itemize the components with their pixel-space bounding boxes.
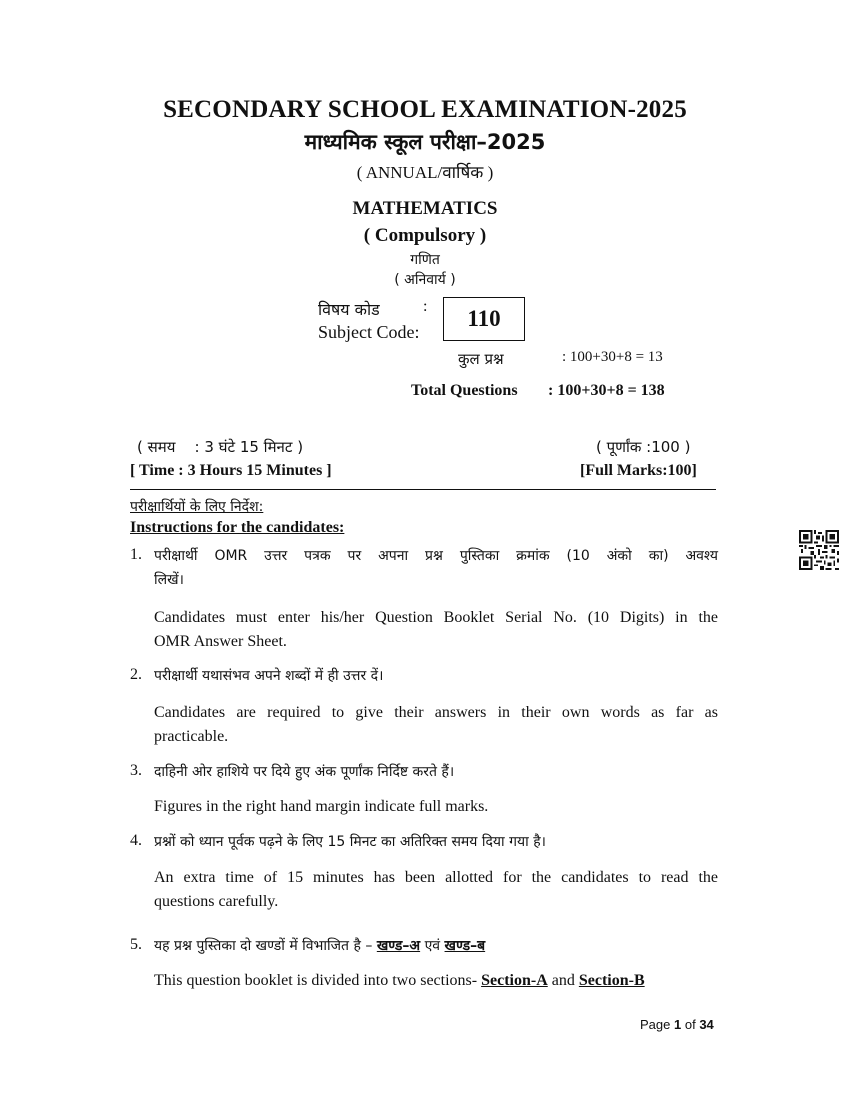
instruction-2-english-line-2: practicable.	[154, 728, 229, 745]
exam-title-english: SECONDARY SCHOOL EXAMINATION-2025	[163, 96, 687, 123]
exam-title-hindi: माध्यमिक स्कूल परीक्षा–2025	[304, 130, 546, 154]
instruction-5-english	[154, 972, 718, 990]
qr-code-icon	[799, 530, 839, 570]
instruction-4-english-line-2: questions carefully.	[154, 893, 279, 910]
of-word: of	[684, 1017, 696, 1032]
total-questions-label: Total Questions	[411, 382, 518, 399]
subject-compulsory: ( Compulsory )	[363, 225, 487, 246]
instruction-number: 4.	[130, 832, 142, 849]
exam-type: ( ANNUAL/वार्षिक )	[356, 163, 494, 182]
time-hindi: ( समय : 3 घंटे 15 मिनट )	[137, 438, 304, 456]
current-page: 1	[674, 1017, 682, 1032]
instructions-heading: Instructions for the candidates:	[130, 519, 345, 536]
page-word: Page	[640, 1017, 671, 1032]
instruction-4-hindi: प्रश्नों को ध्यान पूर्वक पढ़ने के लिए 15 मिनट का अतिरिक्त समय दिया गया है।	[154, 834, 546, 850]
instruction-number: 3.	[130, 762, 142, 779]
instruction-5-hindi-prefix: यह प्रश्न पुस्तिका दो खण्डों में विभाजित है –	[154, 938, 373, 954]
total-pages: 34	[699, 1017, 714, 1032]
page-number	[640, 1017, 714, 1032]
instruction-1-english-line-1: Candidates must enter his/her Question Booklet Serial No. (10 Digits) in the	[154, 609, 718, 626]
subject-code-label: Subject Code:	[318, 322, 420, 342]
instruction-5-english-and: and	[551, 972, 575, 989]
subject-compulsory-hindi: ( अनिवार्य )	[394, 272, 456, 288]
section-a-english: Section-A	[481, 972, 548, 989]
instruction-1-hindi-line-1: परीक्षार्थी OMR उत्तर पत्रक पर अपना प्रश्न पुस्तिका क्रमांक (10 अंको का) अवश्य	[154, 548, 718, 564]
instruction-3-hindi: दाहिनी ओर हाशिये पर दिये हुए अंक पूर्णांक निर्दिष्ट करते हैं।	[154, 764, 455, 780]
instructions-heading-hindi: परीक्षार्थियों के लिए निर्देश:	[130, 499, 264, 515]
time-english: [ Time : 3 Hours 15 Minutes ]	[130, 462, 332, 479]
instruction-2-hindi: परीक्षार्थी यथासंभव अपने शब्दों में ही उत्तर दें।	[154, 668, 384, 684]
instruction-5-english-prefix: This question booklet is divided into two sections-	[154, 972, 478, 989]
total-questions-value-hindi: : 100+30+8 = 13	[562, 349, 663, 365]
full-marks-english: [Full Marks:100]	[580, 462, 697, 479]
divider-line	[130, 489, 716, 490]
section-a-hindi: खण्ड–अ	[376, 938, 421, 954]
instruction-5-hindi-and: एवं	[424, 938, 441, 954]
instruction-5-hindi	[154, 936, 718, 955]
section-b-hindi: खण्ड–ब	[444, 938, 486, 954]
instruction-number: 1.	[130, 546, 142, 563]
subject-code-colon: :	[423, 298, 428, 315]
subject-name-hindi: गणित	[410, 252, 440, 268]
instruction-1-english-line-2: OMR Answer Sheet.	[154, 633, 287, 650]
instruction-3-english: Figures in the right hand margin indicate full marks.	[154, 798, 489, 815]
instruction-2-english-line-1: Candidates are required to give their answers in their own words as far as	[154, 704, 718, 721]
subject-code-label-hindi: विषय कोड	[318, 300, 380, 319]
full-marks-hindi: ( पूर्णांक :100 )	[596, 438, 691, 456]
instruction-4-english-line-1: An extra time of 15 minutes has been allotted for the candidates to read the	[154, 869, 718, 886]
subject-code-box: 110	[443, 297, 525, 341]
section-b-english: Section-B	[578, 972, 645, 989]
subject-name: MATHEMATICS	[352, 198, 498, 219]
total-questions-value: : 100+30+8 = 138	[548, 382, 665, 399]
instruction-1-hindi-line-2: लिखें।	[154, 572, 184, 588]
total-questions-label-hindi: कुल प्रश्न	[458, 350, 504, 368]
instruction-number: 5.	[130, 936, 142, 953]
instruction-number: 2.	[130, 666, 142, 683]
